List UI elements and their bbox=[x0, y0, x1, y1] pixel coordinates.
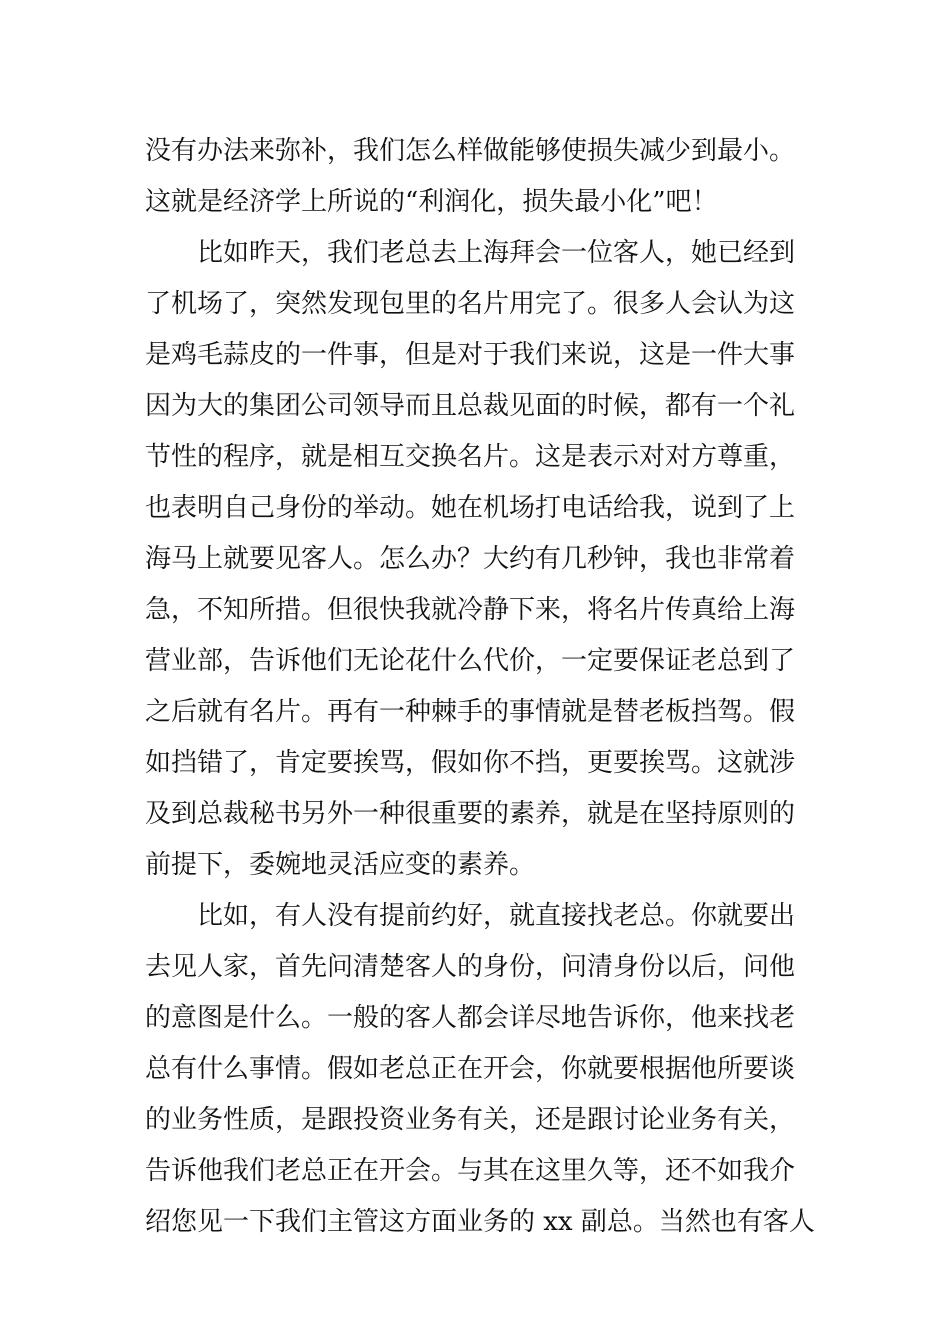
text-line: 海马上就要见客人。怎么办？大约有几秒钟，我也非常着 bbox=[145, 544, 796, 574]
text-line: 去见人家，首先问清楚客人的身份，问清身份以后，问他 bbox=[145, 952, 796, 982]
text-line: 前提下，委婉地灵活应变的素养。 bbox=[145, 850, 536, 880]
text-line: 这就是经济学上所说的“利润化，损失最小化”吧！ bbox=[145, 187, 718, 217]
text-line: 的意图是什么。一般的客人都会详尽地告诉你，他来找老 bbox=[145, 1003, 796, 1033]
text-line: 没有办法来弥补，我们怎么样做能够使损失减少到最小。 bbox=[145, 136, 796, 166]
text-line: 营业部，告诉他们无论花什么代价，一定要保证老总到了 bbox=[145, 646, 796, 676]
paragraph-start-line: 比如，有人没有提前约好，就直接找老总。你就要出 bbox=[197, 901, 796, 931]
paragraph-start-line: 比如昨天，我们老总去上海拜会一位客人，她已经到 bbox=[197, 238, 796, 268]
text-line: 了机场了，突然发现包里的名片用完了。很多人会认为这 bbox=[145, 289, 796, 319]
text-line: 告诉他我们老总正在开会。与其在这里久等，还不如我介 bbox=[145, 1156, 796, 1186]
text-line: 因为大的集团公司领导而且总裁见面的时候，都有一个礼 bbox=[145, 391, 796, 421]
text-line: 也表明自己身份的举动。她在机场打电话给我，说到了上 bbox=[145, 493, 796, 523]
text-line: 如挡错了，肯定要挨骂，假如你不挡，更要挨骂。这就涉 bbox=[145, 748, 796, 778]
text-line: 及到总裁秘书另外一种很重要的素养，就是在坚持原则的 bbox=[145, 799, 796, 829]
text-line: 急，不知所措。但很快我就冷静下来，将名片传真给上海 bbox=[145, 595, 796, 625]
text-line: 总有什么事情。假如老总正在开会，你就要根据他所要谈 bbox=[145, 1054, 796, 1084]
text-line: 之后就有名片。再有一种棘手的事情就是替老板挡驾。假 bbox=[145, 697, 796, 727]
text-line: 节性的程序，就是相互交换名片。这是表示对对方尊重， bbox=[145, 442, 796, 472]
text-line: 的业务性质，是跟投资业务有关，还是跟讨论业务有关， bbox=[145, 1105, 796, 1135]
text-line: 是鸡毛蒜皮的一件事，但是对于我们来说，这是一件大事 bbox=[145, 340, 796, 370]
text-line: 绍您见一下我们主管这方面业务的 xx 副总。当然也有客人 bbox=[145, 1207, 815, 1237]
body-text bbox=[145, 126, 815, 1248]
